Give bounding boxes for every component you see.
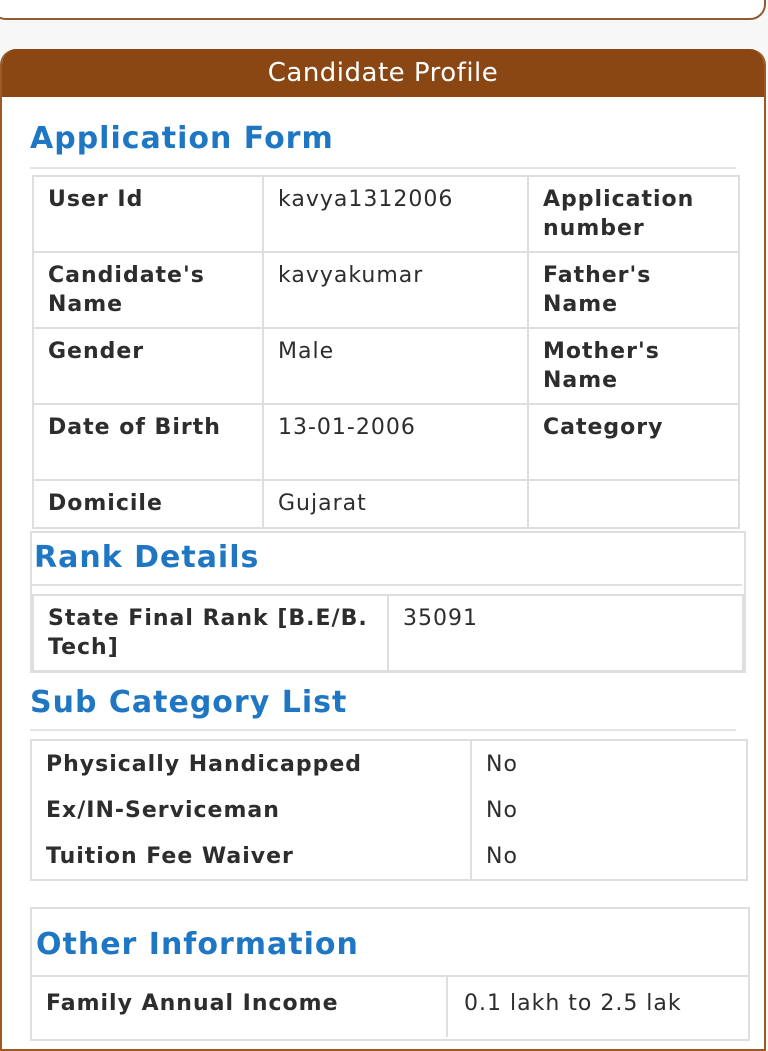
gender-label: Gender <box>33 328 263 404</box>
physically-handicapped-label: Physically Handicapped <box>31 740 471 787</box>
table-row <box>31 787 747 833</box>
sub-category-title: Sub Category List <box>30 685 348 720</box>
panel-header: Candidate Profile <box>2 49 764 97</box>
state-final-rank-value: 35091 <box>388 595 743 671</box>
application-form-divider <box>30 167 736 169</box>
state-final-rank-label: State Final Rank [B.E/B. Tech] <box>33 595 388 671</box>
mother-name-label: Mother's Name <box>528 328 739 404</box>
table-row <box>31 740 747 787</box>
family-annual-income-label: Family Annual Income <box>46 991 339 1016</box>
column-divider <box>446 977 448 1037</box>
rank-details-divider <box>32 584 742 586</box>
father-name-label: Father's Name <box>528 252 739 328</box>
family-annual-income-value: 0.1 lakh to 2.5 lak <box>464 991 682 1016</box>
rank-details-title: Rank Details <box>34 540 260 575</box>
other-information-title: Other Information <box>36 927 359 962</box>
table-row <box>33 252 739 328</box>
ex-in-serviceman-label: Ex/IN-Serviceman <box>31 787 471 833</box>
date-of-birth-value: 13-01-2006 <box>263 404 528 480</box>
gender-value: Male <box>263 328 528 404</box>
previous-card <box>0 0 766 20</box>
other-information-box <box>30 907 750 1041</box>
user-id-label: User Id <box>33 176 263 252</box>
application-form-table <box>32 175 740 529</box>
ex-in-serviceman-value: No <box>471 787 747 833</box>
user-id-value: kavya1312006 <box>263 176 528 252</box>
domicile-label: Domicile <box>33 480 263 528</box>
rank-details-table <box>32 594 744 672</box>
table-row <box>33 595 743 671</box>
empty-cell <box>528 480 739 528</box>
table-row <box>33 328 739 404</box>
category-label: Category <box>528 404 739 480</box>
candidate-name-label: Candidate's Name <box>33 252 263 328</box>
candidate-profile-panel <box>0 49 766 1051</box>
candidate-name-value: kavyakumar <box>263 252 528 328</box>
application-form-title: Application Form <box>30 121 334 156</box>
sub-category-table <box>30 739 748 881</box>
date-of-birth-label: Date of Birth <box>33 404 263 480</box>
application-number-label: Application number <box>528 176 739 252</box>
table-row <box>33 480 739 528</box>
table-row <box>33 404 739 480</box>
table-row <box>31 833 747 880</box>
sub-category-divider <box>30 729 736 731</box>
tuition-fee-waiver-value: No <box>471 833 747 880</box>
domicile-value: Gujarat <box>263 480 528 528</box>
table-row <box>32 975 748 1037</box>
physically-handicapped-value: No <box>471 740 747 787</box>
tuition-fee-waiver-label: Tuition Fee Waiver <box>31 833 471 880</box>
table-row <box>33 176 739 252</box>
